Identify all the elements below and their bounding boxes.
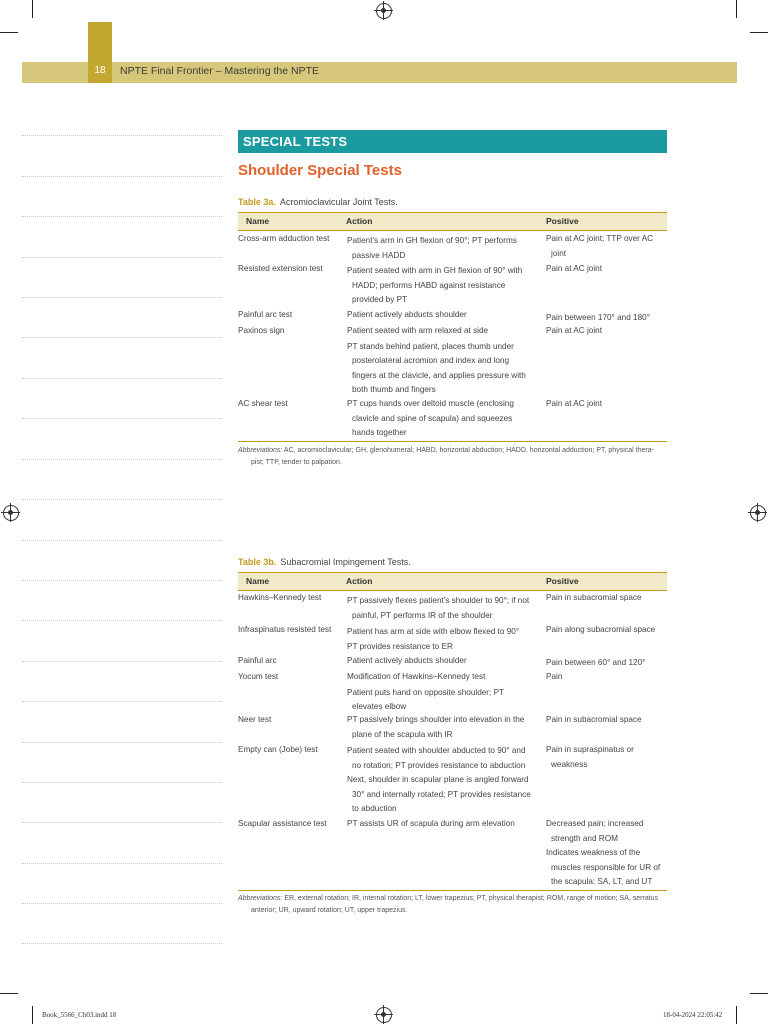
cell-line: no rotation; PT provides resistance to abduction (352, 760, 526, 770)
cell-line: Indicates weakness of the (546, 848, 641, 857)
crop-mark (750, 993, 768, 994)
table-number: Table 3b. (238, 557, 277, 567)
cell-line: Pain in subacromial space (546, 715, 642, 724)
table-cell-action (347, 397, 514, 441)
cell-line: Pain (546, 672, 563, 681)
table-bottom-rule (238, 890, 667, 891)
margin-rule (22, 378, 222, 379)
table-cell-positive (546, 591, 642, 606)
cell-line: Modification of Hawkins–Kennedy test (347, 672, 486, 681)
page-number: 18 (94, 65, 106, 76)
crop-mark (736, 0, 737, 18)
abbreviations-line: anterior; UR, upward rotation; UT, upper trapezius. (251, 907, 408, 914)
cell-line: weakness (551, 759, 588, 769)
cell-line: Decreased pain; increased (546, 819, 644, 828)
abbreviations-text: AC, acromioclavicular; GH, glenohumeral; HABD, horizontal abduction; HADD, horizontal adduction; PT, physical thera- (283, 447, 654, 454)
table-cell-name: Painful arc (238, 656, 277, 665)
table-header-row (238, 212, 667, 231)
running-title: NPTE Final Frontier – Mastering the NPTE (120, 65, 319, 77)
cell-line: PT passively flexes patient's shoulder to 90°; if not (347, 596, 530, 605)
cell-line: painful, PT performs IR of the shoulder (352, 610, 493, 620)
cell-line: strength and ROM (551, 833, 618, 843)
cell-line: Patient seated with arm in GH flexion of 90° with (347, 266, 523, 275)
cell-line: Pain at AC joint (546, 399, 602, 408)
table-cell-name: Cross-arm adduction test (238, 234, 330, 243)
cell-line: Pain along subacromial space (546, 625, 656, 634)
cell-line: Pain in subacromial space (546, 593, 642, 602)
cell-line: plane of the scapula with IR (352, 729, 453, 739)
margin-rule (22, 176, 222, 177)
table-cell-action (347, 234, 517, 263)
margin-rule (22, 337, 222, 338)
abbreviations-note (238, 893, 668, 917)
table-number: Table 3a. (238, 197, 276, 207)
table-cell-action (347, 264, 522, 308)
table-cell-action (347, 625, 519, 654)
crop-mark (32, 0, 33, 18)
table-cell-action (347, 594, 529, 623)
cell-line: Patient seated with arm relaxed at side (347, 326, 489, 335)
column-header-name: Name (246, 576, 270, 586)
table-cell-action (347, 670, 504, 715)
cell-line: posterolateral acromion and index and long (352, 356, 510, 365)
table-cell-name: AC shear test (238, 399, 288, 408)
margin-rule (22, 661, 222, 662)
table-caption (238, 197, 398, 207)
cell-line: clavicle and spine of scapula) and squeezes (352, 413, 513, 423)
table-cell-name: Painful arc test (238, 310, 293, 319)
abbreviations-text: ER, external rotation; IR, internal rotation; LT, lower trapezius; PT, physical therapist; ROM, range of motion; SA, serratus (284, 895, 659, 902)
table-cell-name: Hawkins–Kennedy test (238, 593, 322, 602)
margin-rule (22, 257, 222, 258)
margin-rule (22, 782, 222, 783)
margin-rule (22, 822, 222, 823)
cell-line: provided by PT (352, 295, 408, 304)
column-header-positive: Positive (546, 576, 579, 586)
table-cell-name: Yocum test (238, 672, 279, 681)
margin-rule (22, 540, 222, 541)
section-title: SPECIAL TESTS (243, 134, 348, 149)
cell-line: Pain between 60° and 120° (546, 658, 646, 667)
cell-line: Patient seated with shoulder abducted to 90° and (347, 746, 526, 755)
table-cell-action (347, 817, 515, 832)
cell-line: Pain in supraspinatus or (546, 745, 634, 754)
table-title: Subacromial Impingement Tests. (280, 557, 411, 567)
cell-line: Patient actively abducts shoulder (347, 310, 467, 319)
cell-line: PT stands behind patient, places thumb under (347, 341, 514, 351)
cell-line: Next, shoulder in scapular plane is angled forward (347, 775, 529, 784)
cell-line: 30° and internally rotated; PT provides resistance (352, 789, 531, 799)
table-cell-name: Neer test (238, 715, 272, 724)
cell-line: elevates elbow (352, 702, 407, 711)
cell-line: PT assists UR of scapula during arm elevation (347, 819, 515, 828)
table-cell-positive (546, 656, 645, 671)
subsection-title: Shoulder Special Tests (238, 162, 402, 179)
cell-line: muscles responsible for UR of (551, 862, 661, 872)
table-cell-positive (546, 397, 602, 412)
cell-line: HADD; performs HABD against resistance (352, 280, 506, 290)
table-cell-action (347, 713, 524, 742)
footer-file-name: Book_5566_Ch03.indd 18 (42, 1011, 117, 1019)
cell-line: Pain at AC joint; TTP over AC (546, 234, 654, 243)
table-bottom-rule (238, 441, 667, 442)
table-cell-positive (546, 670, 562, 685)
margin-rule (22, 863, 222, 864)
column-header-name: Name (246, 216, 270, 226)
table-caption (238, 557, 411, 567)
table-cell-positive (546, 743, 634, 772)
margin-rule (22, 580, 222, 581)
crop-mark (736, 1006, 737, 1024)
registration-mark-icon (376, 1007, 392, 1023)
column-header-positive: Positive (546, 216, 579, 226)
margin-rule (22, 943, 222, 944)
cell-line: Patient's arm in GH flexion of 90°; PT performs (347, 236, 517, 245)
crop-mark (0, 32, 18, 33)
abbreviations-line: pist; TTP, tender to palpation. (251, 459, 342, 466)
table-cell-positive (546, 713, 642, 728)
margin-rule (22, 499, 222, 500)
registration-mark-icon (750, 505, 766, 521)
cell-line: the scapula: SA, LT, and UT (551, 877, 653, 886)
margin-rule (22, 418, 222, 419)
cell-line: Patient actively abducts shoulder (347, 656, 467, 665)
cell-line: Pain at AC joint (546, 264, 602, 273)
footer-timestamp: 18-04-2024 22:05:42 (663, 1011, 723, 1019)
cell-line: PT provides resistance to ER (347, 641, 453, 651)
abbreviations-line (238, 893, 668, 905)
cell-line: to abduction (352, 804, 397, 813)
column-header-action: Action (346, 576, 373, 586)
cell-line: Pain at AC joint (546, 326, 602, 335)
abbreviations-line (238, 445, 668, 457)
margin-rule (22, 135, 222, 136)
table-cell-positive (546, 817, 660, 890)
cell-line: passive HADD (352, 250, 406, 260)
table-cell-action (347, 308, 467, 323)
cell-line: PT passively brings shoulder into elevation in the (347, 715, 525, 724)
table-cell-name: Empty can (Jobe) test (238, 745, 318, 754)
registration-mark-icon (3, 505, 19, 521)
crop-mark (750, 32, 768, 33)
table-header-row (238, 572, 667, 591)
cell-line: hands together (352, 428, 407, 437)
table-cell-positive (546, 232, 653, 261)
abbreviations-label: Abbreviations: (238, 895, 283, 902)
table-cell-positive (546, 262, 602, 277)
margin-rule (22, 742, 222, 743)
cell-line: both thumb and fingers (352, 385, 436, 394)
cell-line: Patient puts hand on opposite shoulder; PT (347, 687, 505, 697)
cell-line: Pain between 170° and 180° (546, 313, 650, 322)
table-cell-positive (546, 324, 602, 339)
cell-line: Patient has arm at side with elbow flexed to 90° (347, 627, 520, 636)
margin-rule (22, 903, 222, 904)
crop-mark (32, 1006, 33, 1024)
margin-rule (22, 701, 222, 702)
table-cell-name: Scapular assistance test (238, 819, 327, 828)
margin-rule (22, 620, 222, 621)
table-cell-name: Resisted extension test (238, 264, 323, 273)
table-cell-name: Paxinos sign (238, 326, 285, 335)
abbreviations-note (238, 445, 668, 469)
abbreviations-label: Abbreviations: (238, 447, 283, 454)
table-cell-action (347, 324, 526, 398)
table-cell-name: Infraspinatus resisted test (238, 625, 332, 634)
table-cell-action (347, 654, 467, 669)
table-cell-positive (546, 623, 655, 638)
margin-rule (22, 216, 222, 217)
margin-rule (22, 459, 222, 460)
registration-mark-icon (376, 3, 392, 19)
cell-line: PT cups hands over deltoid muscle (enclosing (347, 399, 514, 408)
margin-rule (22, 297, 222, 298)
cell-line: fingers at the clavicle, and applies pressure with (352, 370, 526, 380)
crop-mark (0, 993, 18, 994)
table-cell-action (347, 744, 531, 817)
table-title: Acromioclavicular Joint Tests. (279, 197, 398, 207)
cell-line: joint (551, 248, 567, 258)
column-header-action: Action (346, 216, 373, 226)
